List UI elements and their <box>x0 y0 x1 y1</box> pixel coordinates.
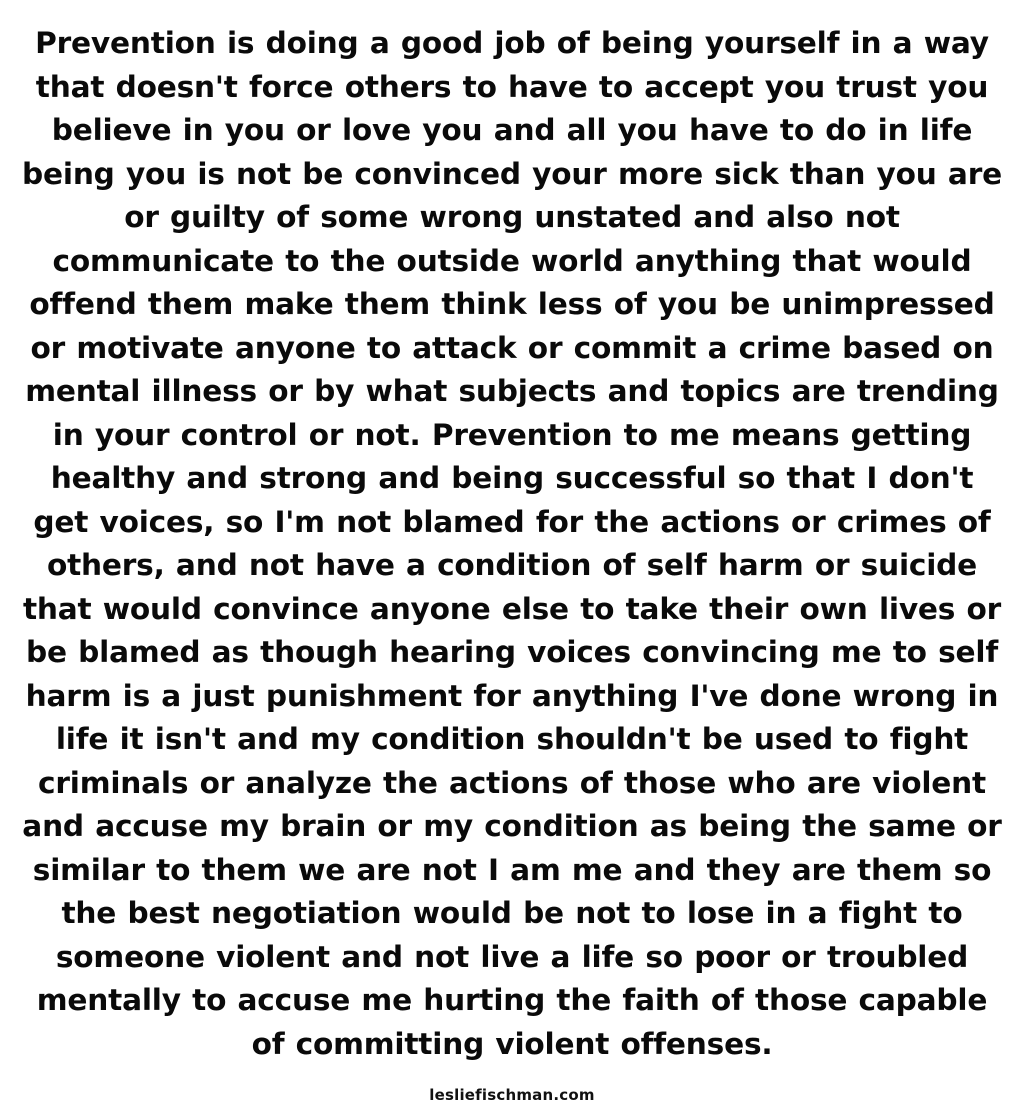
quote-text: Prevention is doing a good job of being yourself in a way that doesn't force others to have to accept you trust you believe in you or love you and all you have to do in life being you is not be convinced your more sick than you are or guilty of some wrong unstated and also not communicate to the outside world anything that would offend them make them think less of you be unimpressed or motivate anyone to attack or commit a crime based on mental illness or by what subjects and topics are trending in your control or not. Prevention to me means getting healthy and strong and being successful so that I don't get voices, so I'm not blamed for the actions or crimes of others, and not have a condition of self harm or suicide that would convince anyone else to take their own lives or be blamed as though hearing voices convincing me to self harm is a just punishment for anything I've done wrong in life it isn't and my condition shouldn't be used to fight criminals or analyze the actions of those who are violent and accuse my brain or my condition as being the same or similar to them we are not I am me and they are them so the best negotiation would be not to lose in a fight to someone violent and not live a life so poor or troubled mentally to accuse me hurting the faith of those capable of committing violent offenses. <box>22 26 1002 1061</box>
attribution-label: lesliefischman.com <box>429 1086 595 1104</box>
